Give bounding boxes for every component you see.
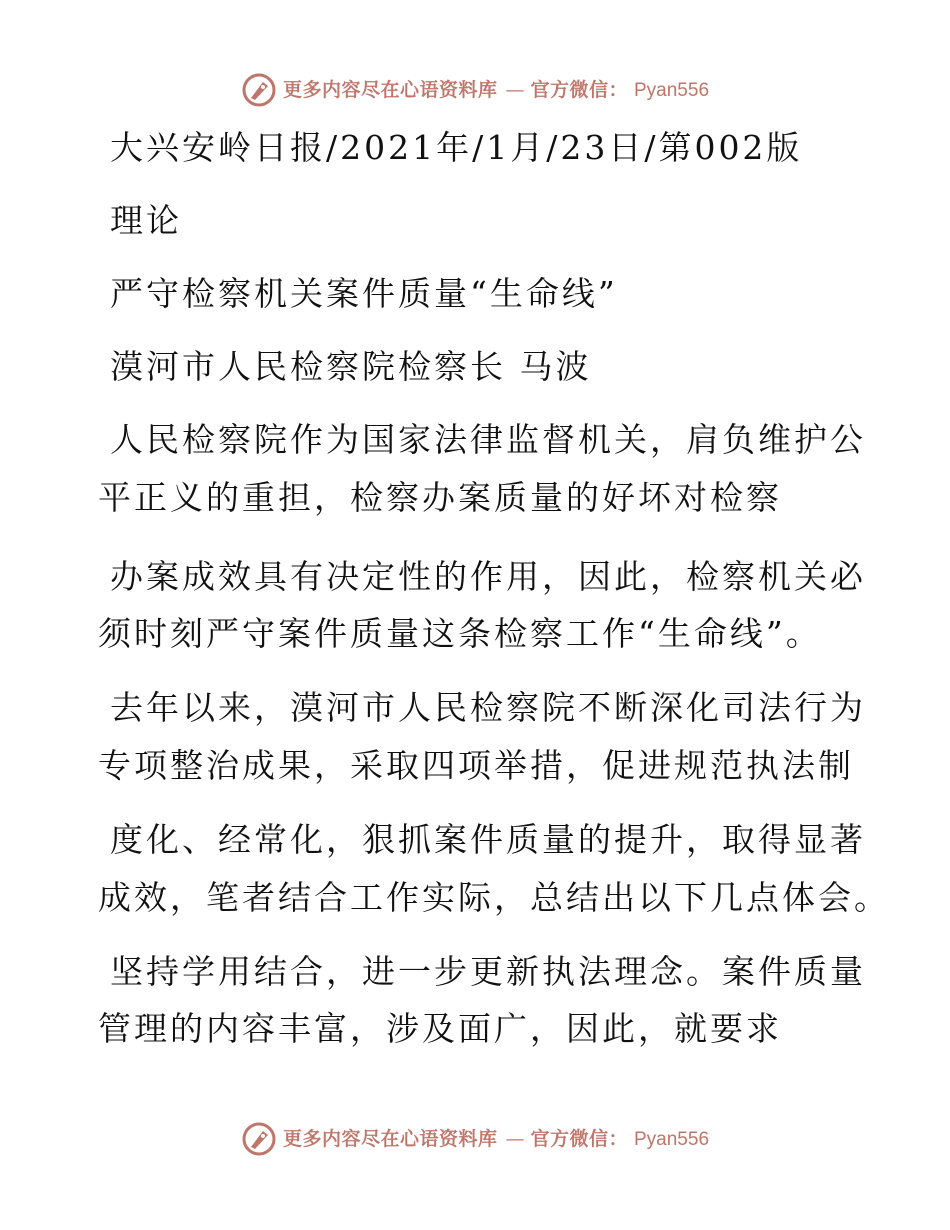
watermark-account: Pyan556 [634,79,710,101]
body-line: 管理的内容丰富，涉及面广，因此，就要求 [98,1009,782,1048]
watermark-footer [0,1119,950,1159]
body-line: 成效，笔者结合工作实际，总结出以下几点体会。 [98,878,890,917]
watermark-label: 官方微信： [530,1127,628,1150]
body-line: 专项整治成果，采取四项举措，促进规范执法制 [98,746,854,785]
section-label: 理论 [110,201,182,240]
body-line: 人民检察院作为国家法律监督机关，肩负维护公 [110,420,866,459]
watermark-brand-text: 更多内容尽在心语资料库 [282,1127,498,1150]
dateline: 大兴安岭日报/2021年/1月/23日/第002版 [110,128,803,167]
pen-nib-logo-icon [241,1121,277,1157]
body-line: 度化、经常化，狠抓案件质量的提升，取得显著 [110,820,866,859]
watermark-brand-text: 更多内容尽在心语资料库 [282,78,498,101]
article-title: 严守检察机关案件质量“生命线” [110,274,618,313]
body-line: 坚持学用结合，进一步更新执法理念。案件质量 [110,952,866,991]
watermark-dash: — [505,78,523,101]
body-line: 平正义的重担，检察办案质量的好坏对检察 [98,478,782,517]
body-line: 须时刻严守案件质量这条检察工作“生命线”。 [98,614,822,653]
body-line: 去年以来，漠河市人民检察院不断深化司法行为 [110,688,866,727]
watermark-label: 官方微信： [530,78,628,101]
watermark-account: Pyan556 [634,1128,710,1150]
byline: 漠河市人民检察院检察长 马波 [110,347,592,386]
body-line: 办案成效具有决定性的作用，因此，检察机关必 [110,557,866,596]
watermark-dash: — [505,1127,523,1150]
